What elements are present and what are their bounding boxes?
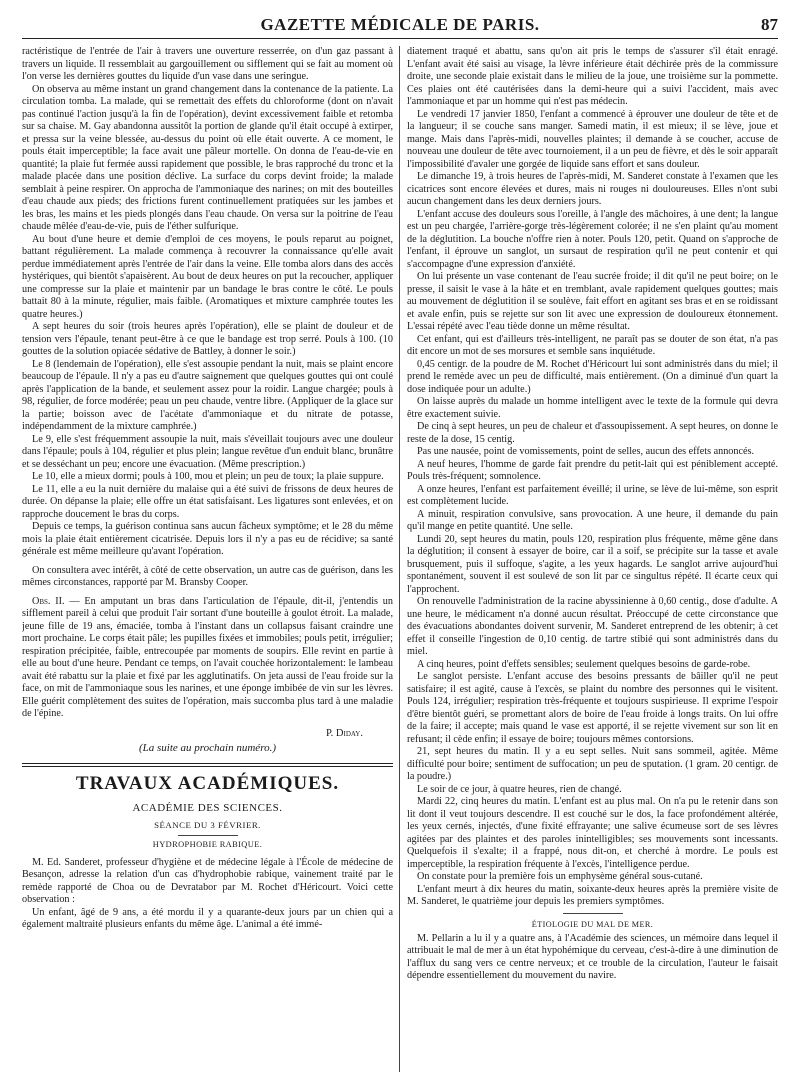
paragraph: On laisse auprès du malade un homme intelligent avec le texte de la formule qui devra être exactement suivie. — [407, 396, 778, 420]
obs-label: Obs. II. — [32, 595, 65, 607]
paragraph: Pas une nausée, point de vomissements, point de selles, aucun des effets annoncés. — [417, 446, 755, 457]
section-title: TRAVAUX ACADÉMIQUES. — [75, 772, 340, 794]
continuation-note: (La suite au prochain numéro.) — [139, 741, 276, 754]
paragraph: Le dimanche 19, à trois heures de l'après-midi, M. Sanderet constate à l'examen que les cicatrices sont encore élevées et dures, mais ni rouges ni douloureuses. Elles n'ont subi aucun changement dans les deux derniers jours. — [407, 171, 778, 207]
paragraph: Lundi 20, sept heures du matin, pouls 120, respiration plus fréquente, même gêne dans la déglutition; il consent à essayer de boire, car il a soif, se précipite sur la tasse et avale brusquement, puis il suffoque, s'agite, a les yeux hagards. Le sanglot arrive aujourd'hui spontanément, souvent il est soulevé de son lit par ce singultus répété. Il écarte ceux qui l'approchent. — [407, 533, 778, 595]
paragraph: Un enfant, âgé de 9 ans, a été mordu il y a quarante-deux jours par un chien qui a également maltraité plusieurs enfants du même âge. L'animal a été immé- — [22, 906, 393, 930]
paragraph: On observa au même instant un grand changement dans la contenance de la patiente. La circulation tomba. La malade, qui se remettait des effets du chloroforme (dont on n'avait pas continué l'action jusqu'à la fin de l'opération), devint excessivement faible et retomba sur sa chaise. M. Gay abandonna aussitôt la portion de glande qu'il était occupé à extirper, et pressa sur la veine blessée, au-dessus du point où elle était ouverte. A ce moment, le pouls était imperceptible; la face avait une pâleur mortelle. On donna de l'eau-de-vie en quantité; la plaie fut fermée aussi rapidement que possible, le bras rapproché du tronc et la malade placée dans une position déclive. La surface du corps devint froide; la malade semblait à peine respirer. On approcha de l'ammoniaque des narines; on mit des bouteilles d'eau chaude aux pieds; des frictions furent continuellement pratiquées sur les jambes et les bras, les mains et les pieds plongés dans l'eau chaude. On versa sur la poitrine de l'eau chaude mêlée d'eau-de-vie, puis de l'éther sulfurique. — [22, 83, 393, 232]
paragraph: On lui présente un vase contenant de l'eau sucrée froide; il dit qu'il ne peut boire; on le presse, il saisit le vase à la hâte et en tremblant, avale rapidement quelques gouttes; mais au mouvement de déglutition il se soulève, fait effort en agitant ses bras et en se roidissant et avale enfin, puis se rejette sur son lit avec une expression de douloureux étonnement. L'essai répété avec l'eau tiède donne un même résultat. — [407, 271, 778, 332]
paragraph: L'enfant accuse des douleurs sous l'oreille, à l'angle des mâchoires, à une dent; la langue est un peu chargée, l'arrière-gorge très-légèrement colorée; il ne s'en plaint qu'au moment de la déglutition. La bouche n'offre rien à noter. Pouls 120, petit. Quand on s'approche de l'enfant, il éprouve un sanglot, un sursaut de respiration qu'il ne peut contenir et qui s'accompagne d'une expression d'anxiété. — [407, 208, 778, 270]
paragraph: On constate pour la première fois un emphysème général sous-cutané. — [417, 871, 703, 882]
section-divider — [22, 763, 393, 767]
comparison-paragraph: On consultera avec intérêt, à côté de cette observation, un autre cas de guérison, dans les mêmes circonstances, rapporté par M. Bransby Cooper. — [22, 564, 393, 588]
paragraph: A sept heures du soir (trois heures après l'opération), elle se plaint de douleur et de tension vers l'épaule, tenant peut-être à ce que le bandage est trop serré. Pouls à 100. (10 gouttes de la solution opiacée sédative de Battley, à donner le soir.) — [22, 321, 393, 357]
paragraph: diatement traqué et abattu, sans qu'on ait pris le temps de s'assurer s'il était enragé. L'enfant avait été saisi au visage, la lèvre inférieure était déchirée près de la commissure droite, une seconde plaie existait dans le milieu de la joue, une troisième sur la pommette. Ces plaies ont été cautérisées dans la demi-heure qui a suivi l'accident, mais avec l'ammoniaque et par un homme qui n'est pas médecin. — [407, 46, 778, 107]
subhead-rule — [563, 913, 623, 914]
author-signature: P. Diday. — [326, 727, 363, 739]
paragraph: Le 10, elle a mieux dormi; pouls à 100, mou et plein; un peu de toux; la plaie suppure. — [32, 471, 384, 482]
paragraph: ractéristique de l'entrée de l'air à travers une ouverture resserrée, on d'un gaz passant à travers un liquide. Il ressemblait au gargouillement ou sifflement qui se fait au moment où l'on verse les dernières gouttes du liquide d'un vase dans une seringue. — [22, 46, 393, 82]
observation-two — [22, 596, 393, 721]
page-number: 87 — [761, 15, 778, 34]
paragraph: 0,45 centigr. de la poudre de M. Rochet d'Héricourt lui sont administrés dans du miel; il prend le remède avec un peu de difficulté, mais entièrement. (On a diminué d'un quart la dose indiquée pour un adulte.) — [407, 358, 778, 395]
text-columns — [22, 46, 778, 1072]
left-column — [22, 46, 399, 1072]
paragraph: A neuf heures, l'homme de garde fait prendre du petit-lait qui est péniblement accepté. Pouls très-fréquent; somnolence. — [407, 458, 778, 482]
running-head — [22, 14, 778, 39]
right-column — [400, 46, 778, 1072]
subject-heading: HYDROPHOBIE RABIQUE. — [152, 839, 263, 849]
paragraph: Le vendredi 17 janvier 1850, l'enfant a commencé à éprouver une douleur de tête et de la langueur; il se couche sans manger. Samedi matin, il est mieux; il se lève, joue et mange. Mais dans l'après-midi, nouvelles plaintes; il demande à se coucher, accuse de nouveau une douleur de tête avec tournoiement, il a un peu de fièvre, et dès le soir apparaît l'impossibilité d'avaler une gorgée de liquide sans effort et sans douleur. — [407, 108, 778, 170]
paragraph: Le soir de ce jour, à quatre heures, rien de changé. — [417, 783, 622, 795]
paragraph: Depuis ce temps, la guérison continua sans aucun fâcheux symptôme; et le 28 du même mois la plaie était entièrement cicatrisée. Depuis lors il n'y a pas eu de récidive; sa santé générale est même meilleure qu'avant l'opération. — [22, 521, 393, 557]
paragraph: Le sanglot persiste. L'enfant accuse des besoins pressants de bâiller qu'il ne peut satisfaire; il est agité, cause à l'excès, se plaint du nombre des personnes qui le visitent. Pouls 124, irrégulier; respiration très-fréquente et toujours suspirieuse. Il exprime l'espoir d'être bientôt guéri, se promettant alors de boire de l'eau froide à longs traits. On lui offre de la faire; il accepte; mais quand le vase est apporté, il se rejette vivement sur son lit en refusant; il cède enfin; il essaye de boire; toujours mêmes contorsions. — [407, 671, 778, 745]
paragraph: M. Ed. Sanderet, professeur d'hygiène et de médecine légale à l'École de médecine de Besançon, adresse la relation d'un cas d'hydrophobie rabique, vainement traité par le remède rapporté de Choa ou de Devratabor par M. Rochet d'Héricourt. Voici cette observation : — [22, 856, 393, 905]
paragraph: A cinq heures, point d'effets sensibles; seulement quelques besoins de garde-robe. — [417, 658, 751, 670]
hydrophobia-text — [22, 857, 393, 932]
paragraph: Le 8 (lendemain de l'opération), elle s'est assoupie pendant la nuit, mais se plaint encore beaucoup de l'épaule. Il n'y a pas eu d'autre saignement que quelques gouttes qui ont coulé après l'application de la bande, et seulement assez pour la roidir. Langue chargée; pouls à 98, régulier, de force modérée; peau un peu chaude, ventre libre. (Appliquer de la glace sur la partie; boisson avec de l'acétate d'ammoniaque et du nitrate de potasse, indépendamment de la mixture camphrée.) — [22, 358, 393, 432]
paragraph: Au bout d'une heure et demie d'emploi de ces moyens, le pouls reparut au poignet, battant régulièrement. La malade commença à recouvrer la connaissance qu'elle avait perdue immédiatement après l'entrée de l'air dans la veine. Elle tomba alors dans des accès hystériques, qui bientôt s'apaisèrent. Au bout de deux heures on put la recoucher, appliquer une compresse sur la plaie et maintenir par un bandage le bras contre le côté. Le pouls battait 80 à la minute, régulier, mais faible. (Aromatiques et mixture camphrée toutes les quatre heures.) — [22, 233, 393, 320]
paragraph: L'enfant meurt à dix heures du matin, soixante-deux heures après la première visite de M. Sanderet, le quatrième jour depuis les premiers symptômes. — [407, 883, 778, 907]
paragraph: Le 9, elle s'est fréquemment assoupie la nuit, mais s'éveillait toujours avec une douleur dans l'épaule; pouls à 104, régulier et plus plein; langue revêtue d'un enduit blanc, brunâtre et se desséchant un peu; encore une évacuation. (Même prescription.) — [22, 433, 393, 470]
session-heading: SÉANCE DU 3 FÉVRIER. — [154, 819, 261, 830]
paragraph: Cet enfant, qui est d'ailleurs très-intelligent, ne paraît pas se douter de son état, n'a pas dit encore un mot de ses morsures et semble sans inquiétude. — [407, 333, 778, 357]
paragraph: A minuit, respiration convulsive, sans provocation. A une heure, il demande du pain qu'il mange en petite quantité. Une selle. — [407, 508, 778, 532]
journal-title: GAZETTE MÉDICALE DE PARIS. — [260, 15, 540, 34]
paragraph: 21, sept heures du matin. Il y a eu sept selles. Nuit sans sommeil, agitée. Même difficulté pour boire; sentiment de suffocation; un peu de sputation. (1 gram. 20 centigr. de la poudre.) — [407, 746, 778, 782]
case-text — [407, 46, 778, 909]
etiology-heading: ÉTIOLOGIE DU MAL DE MER. — [531, 919, 654, 929]
etiology-paragraph: M. Pellarin a lu il y a quatre ans, à l'Académie des sciences, un mémoire dans lequel il attribuait le mal de mer à un état hypohémique du cerveau, c'est-à-dire à une diminution de l'afflux du sang vers ce centre nerveux; et ce trouble de la circulation, l'auteur le faisait dépendre essentiellement du mouvement du navire. — [407, 932, 778, 981]
obs-text: — En amputant un bras dans l'articulation de l'épaule, dit-il, j'entendis un sifflement pareil à celui que produit l'air sortant d'une bouteille à goulot étroit. La malade, jeune fille de 19 ans, émaciée, tomba à l'instant dans un collapsus faisant craindre une mort prochaine. Le corps était pâle; les pupilles fixées et immobiles; pouls petit, irrégulier; respiration précipitée, faible, entrecoupée par moments de soupirs. Elle revint en partie à elle au bout d'une heure. Pendant ce temps, on l'avait couchée horizontalement: le lambeau avait été rabattu sur la plaie et fixé par les agglutinatifs. On jeta aussi de l'eau froide sur la face, on mit de l'ammoniaque sous les narines, et une éponge imbibée de vin sur les lèvres. Elle guérit complètement des suites de l'opération, mais succomba plus tard à une maladie de l'épine. — [22, 595, 393, 719]
paragraph: Mardi 22, cinq heures du matin. L'enfant est au plus mal. On n'a pu le retenir dans son lit dont il veut toujours descendre. Il est couché sur le dos, la face profondément altérée, les yeux cernés, injectés, d'une fixité effrayante; une salive écumeuse sort de ses lèvres agitées par des plaintes et des paroles inintelligibles; ses mouvements sont incessants. Quelquefois il s'exalte; il a frappé, nous dit-on, et cherché à mordre. Le pouls est imperceptible, la respiration fréquente à l'excès, l'intelligence perdue. — [407, 796, 778, 870]
paragraph: De cinq à sept heures, un peu de chaleur et d'assoupissement. A sept heures, on donne le reste de la dose, 15 centig. — [407, 421, 778, 445]
observation-text — [22, 46, 393, 559]
paragraph: On renouvelle l'administration de la racine abyssinienne à 0,60 centig., dose d'adulte. A une heure, le médicament n'a donné aucun résultat. Préoccupé de cette circonstance que des évacuations abondantes doivent survenir, M. Sanderet entreprend de les obtenir; à cet effet il conseille l'ingestion de 0,10 centig. de tartre stibié qui sont administrés dans du miel. — [407, 596, 778, 657]
heading-rule — [178, 835, 238, 836]
academy-heading: ACADÉMIE DES SCIENCES. — [132, 801, 283, 814]
paragraph: Le 11, elle a eu la nuit dernière du malaise qui a été suivi de frissons de deux heures de durée. On dépanse la plaie; elle offre un état satisfaisant. Les ligatures sont enlevées, et on rapproche doucement le bras du corps. — [22, 483, 393, 520]
paragraph: A onze heures, l'enfant est parfaitement éveillé; il urine, se lève de lui-même, son esprit est complètement lucide. — [407, 483, 778, 507]
